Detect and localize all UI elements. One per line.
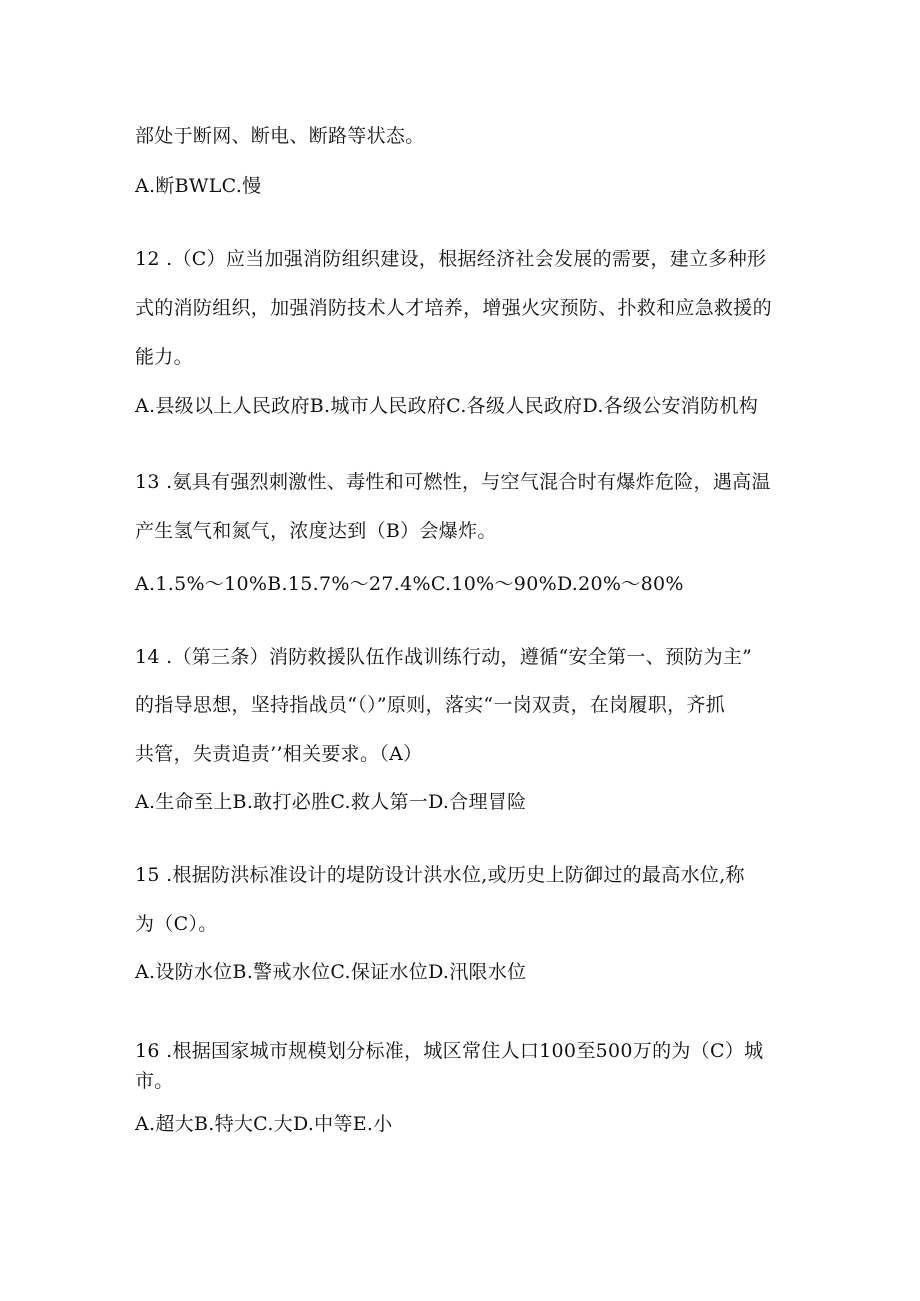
question-12-line-3: 能力。 xyxy=(135,346,193,368)
question-15-line-2: 为（C）。 xyxy=(135,913,218,935)
fragment-text: 部处于断网、断电、断路等状态。 xyxy=(135,125,425,147)
question-16-line-2: 市。 xyxy=(135,1070,174,1092)
question-16-line-1: 16 .根据国家城市规模划分标准，城区常住人口100至500万的为（C）城 xyxy=(135,1040,764,1062)
question-14-line-2: 的指导思想，坚持指战员“（）”原则，落实“一岗双责，在岗履职，齐抓 xyxy=(135,694,726,716)
question-15-line-1: 15 .根据防洪标准设计的堤防设计洪水位,或历史上防御过的最高水位,称 xyxy=(135,864,745,886)
question-13-line-2: 产生氢气和氮气，浓度达到（B）会爆炸。 xyxy=(135,520,497,542)
question-12-line-2: 式的消防组织，加强消防技术人才培养，增强火灾预防、扑救和应急救援的 xyxy=(135,297,772,319)
question-12-line-1: 12 .（C）应当加强消防组织建设，根据经济社会发展的需要，建立多种形 xyxy=(135,248,767,270)
question-13-options: A.1.5%～10%B.15.7%～27.4%C.10%～90%D.20%～80% xyxy=(135,573,684,595)
question-14-options: A.生命至上B.敢打必胜C.救人第一D.合理冒险 xyxy=(135,791,527,813)
question-13-line-1: 13 .氨具有强烈刺激性、毒性和可燃性，与空气混合时有爆炸危险，遇高温 xyxy=(135,471,771,493)
question-12-options: A.县级以上人民政府B.城市人民政府C.各级人民政府D.各级公安消防机构 xyxy=(135,395,759,417)
question-14-line-3: 共管，失责追责’’相关要求。（A） xyxy=(135,743,423,765)
fragment-options: A.断BWLC.慢 xyxy=(135,175,262,197)
question-15-options: A.设防水位B.警戒水位C.保证水位D.汛限水位 xyxy=(135,961,527,983)
question-16-options: A.超大B.特大C.大D.中等E.小 xyxy=(135,1113,393,1135)
question-14-line-1: 14 .（第三条）消防救援队伍作战训练行动，遵循“安全第一、预防为主” xyxy=(135,646,753,668)
